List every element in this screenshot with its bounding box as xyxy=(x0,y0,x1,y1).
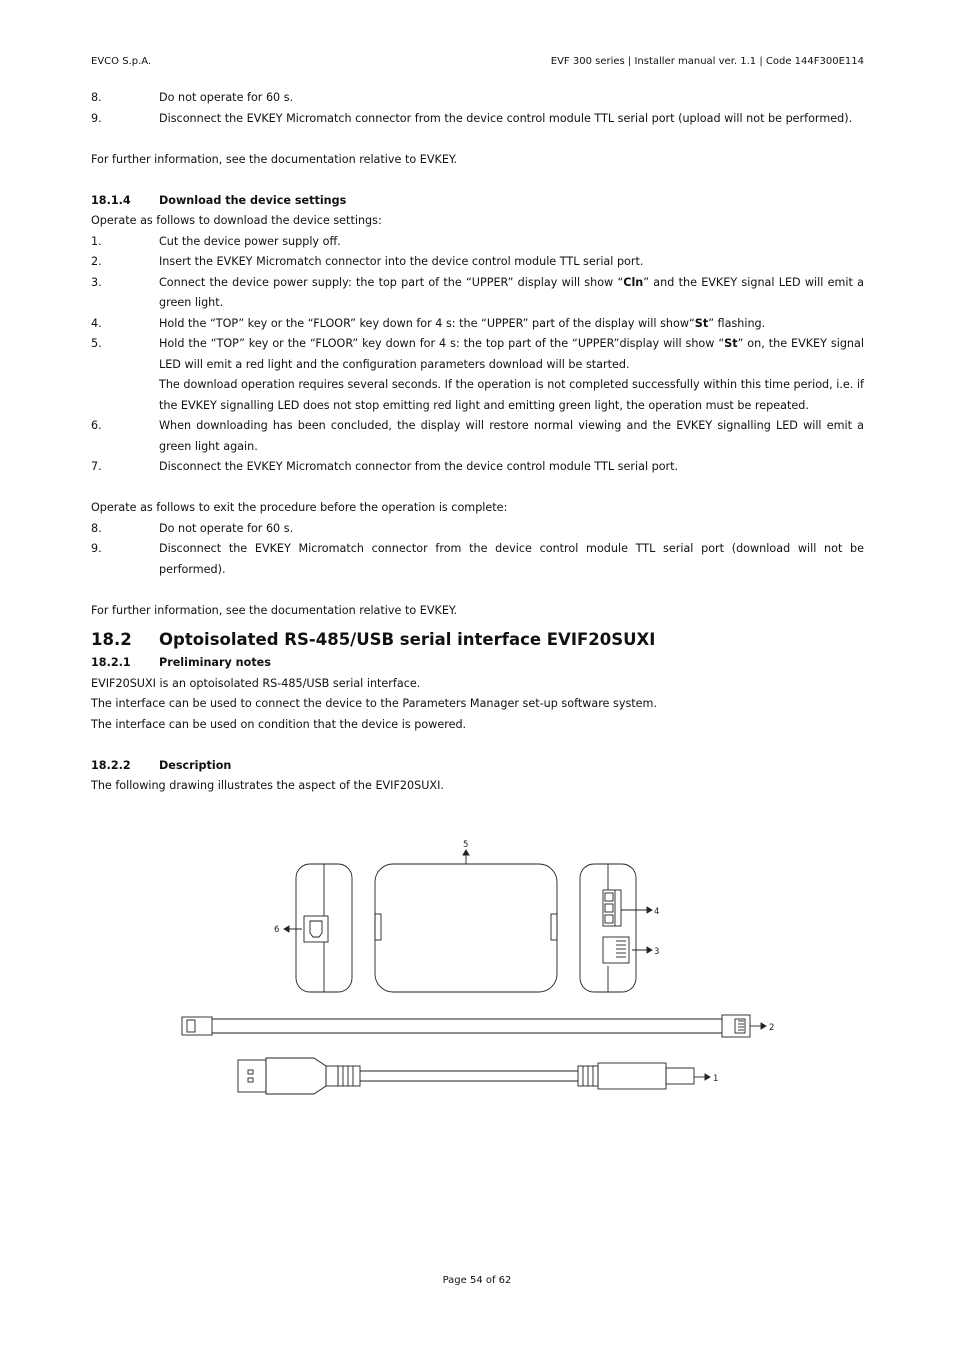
paragraph: The interface can be used on condition that the device is powered. xyxy=(91,717,467,731)
item-number: 3. xyxy=(91,275,102,289)
paragraph: The interface can be used to connect the device to the Parameters Manager set-up software system. xyxy=(91,697,658,710)
paragraph: Operate as follows to exit the procedure before the operation is complete: xyxy=(91,501,508,514)
page-number: Page 54 of 62 xyxy=(442,1275,512,1286)
item-number: 6. xyxy=(91,419,102,432)
item-text: Cut the device power supply off. xyxy=(159,234,341,248)
further-info: For further information, see the documentation relative to EVKEY. xyxy=(91,603,458,617)
callout-3: 3 xyxy=(654,947,660,957)
callout-5: 5 xyxy=(463,840,469,850)
heading-number: 18.1.4 xyxy=(91,193,131,207)
side-view-left xyxy=(284,864,352,992)
heading-title: Preliminary notes xyxy=(159,656,271,669)
further-info: For further information, see the documentation relative to EVKEY. xyxy=(91,152,458,166)
header-doc-info: EVF 300 series | Installer manual ver. 1.1 | Code 144F300E114 xyxy=(550,56,864,67)
callout-2: 2 xyxy=(769,1023,775,1033)
item-text: When downloading has been concluded, the display will restore normal viewing and the EVKEY signalling LED will emit a green light again. xyxy=(159,419,864,453)
paragraph: Operate as follows to download the device settings: xyxy=(91,214,382,227)
paragraph: EVIF20SUXI is an optoisolated RS-485/USB serial interface. xyxy=(91,676,421,690)
heading-number: 18.2 xyxy=(91,630,132,649)
item-text: Connect the device power supply: the top part of the “UPPER” display will show “Cln” and the EVKEY signal LED will emit a green light. xyxy=(159,275,864,309)
side-view-right xyxy=(580,864,652,992)
paragraph: The following drawing illustrates the aspect of the EVIF20SUXI. xyxy=(91,779,444,792)
callout-1: 1 xyxy=(713,1074,719,1084)
item-number: 4. xyxy=(91,316,102,330)
item-text: Disconnect the EVKEY Micromatch connector from the device control module TTL serial port (upload will not be performed). xyxy=(159,111,853,125)
callout-6: 6 xyxy=(274,925,280,935)
item-number: 7. xyxy=(91,460,102,473)
heading-title: Description xyxy=(159,758,232,772)
item-number: 9. xyxy=(91,111,102,125)
item-number: 9. xyxy=(91,542,102,555)
heading-number: 18.2.2 xyxy=(91,758,131,772)
item-text: Disconnect the EVKEY Micromatch connector from the device control module TTL serial port. xyxy=(159,460,679,473)
item-number: 5. xyxy=(91,337,102,350)
header-company: EVCO S.p.A. xyxy=(91,56,152,67)
item-text: Do not operate for 60 s. xyxy=(159,521,294,535)
item-number: 8. xyxy=(91,91,102,104)
item-text: Disconnect the EVKEY Micromatch connector from the device control module TTL serial port (download will not be performed). xyxy=(159,542,864,576)
item-continuation: The download operation requires several seconds. If the operation is not completed successfully within this time period, i.e. if the EVKEY signalling LED does not stop emitting red light and emitting green light, the operation must be repeated. xyxy=(159,378,864,412)
rs485-cable xyxy=(182,1015,766,1037)
item-number: 2. xyxy=(91,255,102,268)
heading-number: 18.2.1 xyxy=(91,656,131,669)
heading-title: Download the device settings xyxy=(159,193,347,207)
item-number: 1. xyxy=(91,234,102,248)
heading-title: Optoisolated RS-485/USB serial interface EVIF20SUXI xyxy=(159,630,656,649)
callout-4: 4 xyxy=(654,907,660,917)
item-text: Hold the “TOP” key or the “FLOOR” key down for 4 s: the top part of the “UPPER”display will show “St” on, the EVKEY signal LED will emit a red light and the configuration parameters download will be started. xyxy=(159,337,864,371)
usb-cable xyxy=(238,1058,710,1094)
item-number: 8. xyxy=(91,521,102,535)
item-text: Insert the EVKEY Micromatch connector into the device control module TTL serial port. xyxy=(159,255,644,268)
item-text: Do not operate for 60 s. xyxy=(159,91,294,104)
top-view xyxy=(375,850,557,992)
item-text: Hold the “TOP” key or the “FLOOR” key down for 4 s: the “UPPER” part of the display will show“St” flashing. xyxy=(159,316,766,330)
